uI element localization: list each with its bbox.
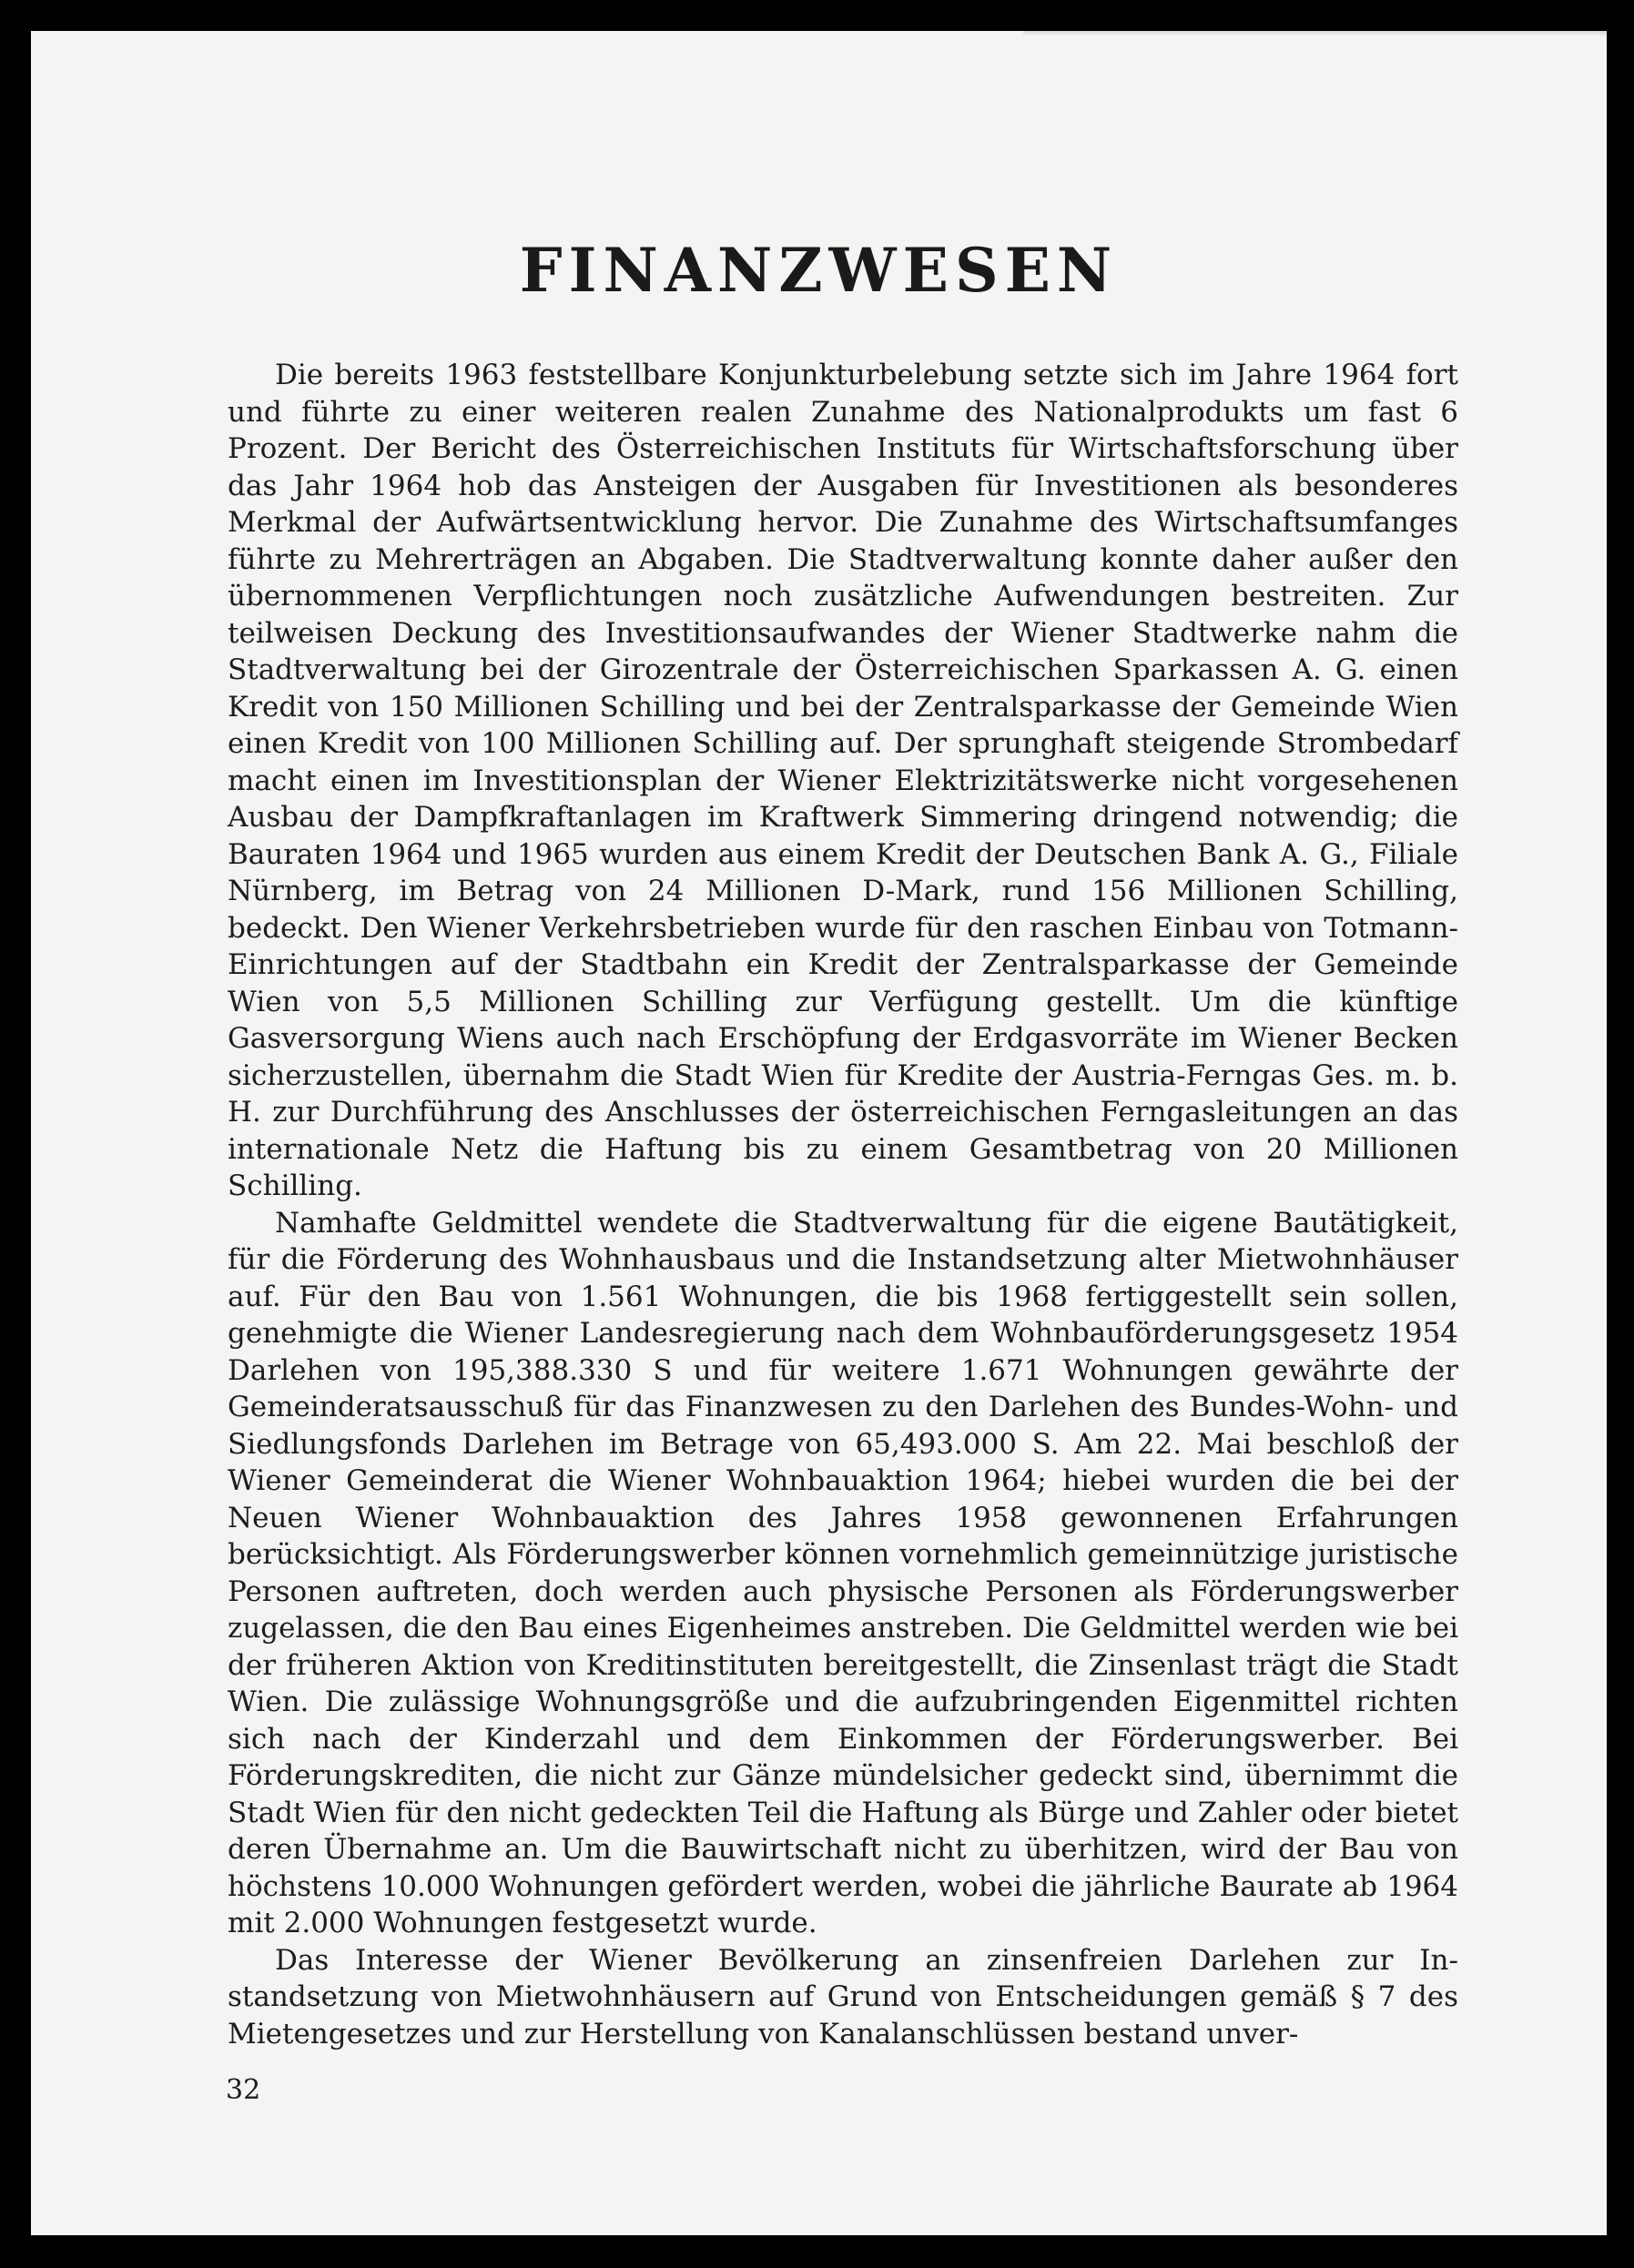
page-number: 32 — [226, 2074, 261, 2106]
paragraph-3: Das Interesse der Wiener Bevölkerung an zinsenfreien Darlehen zur Instandsetzung von Mietwohnhäusern auf Grund von Entscheidungen gemäß § 7 des Mietengesetzes und zur Herstellung von Kanalanschlüssen bestand unver- — [228, 1943, 1458, 2050]
paragraph-1: Die bereits 1963 feststellbare Konjunkturbelebung setzte sich im Jahre 1964 fort und führte zu einer weiteren realen Zunahme des Nationalprodukts um fast 6 Prozent. Der Bericht des Österreichischen Instituts für Wirtschaftsforschung über das Jahr 1964 hob das Ansteigen der Ausgaben für Investitionen als besonderes Merkmal der Aufwärtsentwicklung hervor. Die Zunahme des Wirtschaftsumfanges führte zu Mehrerträgen an Abgaben. Die Stadtverwaltung konnte daher außer den übernommenen Verpflichtungen noch zusätzliche Aufwendungen bestreiten. Zur teilweisen Deckung des Investitionsaufwandes der Wiener Stadtwerke nahm die Stadtverwaltung bei der Girozentrale der Österreichischen Sparkassen A. G. einen Kredit von 150 Millionen Schilling und bei der Zentralsparkasse der Gemeinde Wien einen Kredit von 100 Millionen Schilling auf. Der sprunghaft steigende Strombedarf macht einen im Investitionsplan der Wiener Elektrizitätswerke nicht vorgesehenen Ausbau der Dampfkraftanlagen im Kraftwerk Simmering dringend notwendig; die Bauraten 1964 und 1965 wurden aus einem Kredit der Deutschen Bank A. G., Filiale Nürnberg, im Betrag von 24 Millionen D-Mark, rund 156 Millionen Schilling, bedeckt. Den Wiener Verkehrsbetrieben wurde für den raschen Einbau von Totmann-Einrichtungen auf der Stadtbahn ein Kredit der Zentralsparkasse der Gemeinde Wien von 5,5 Millionen Schilling zur Verfügung gestellt. Um die künftige Gasversorgung Wiens auch nach Erschöpfung der Erdgasvorräte im Wiener Becken sicherzustellen, übernahm die Stadt Wien für Kredite der Austria-Ferngas Ges. m. b. H. zur Durchführung des Anschlusses der österreichischen Ferngasleitungen an das internationale Netz die Haftung bis zu einem Gesamtbetrag von 20 Millionen Schilling. — [228, 359, 1458, 1202]
page-title: FINANZWESEN — [519, 235, 1119, 306]
page-edge-shadow — [1023, 31, 1607, 36]
document-page — [31, 31, 1607, 2235]
body-text — [228, 357, 1458, 2052]
paragraph-2: Namhafte Geldmittel wendete die Stadtverwaltung für die eigene Bautätigkeit, für die Förderung des Wohnhausbaus und die Instandsetzung alter Mietwohnhäuser auf. Für den Bau von 1.561 Wohnungen, die bis 1968 fertiggestellt sein sollen, genehmigte die Wiener Landesregierung nach dem Wohnbauförderungsgesetz 1954 Darlehen von 195,388.330 S und für weitere 1.671 Wohnungen gewährte der Gemeinderatsausschuß für das Finanzwesen zu den Darlehen des Bundes-Wohn- und Siedlungsfonds Darlehen im Betrage von 65,493.000 S. Am 22. Mai beschloß der Wiener Gemeinderat die Wiener Wohnbauaktion 1964; hiebei wurden die bei der Neuen Wiener Wohnbauaktion des Jahres 1958 gewonnenen Erfahrungen berücksichtigt. Als Förderungswerber können vornehmlich gemeinnützige juristische Personen auftreten, doch werden auch physische Personen als Förderungswerber zugelassen, die den Bau eines Eigenheimes anstreben. Die Geldmittel werden wie bei der früheren Aktion von Kreditinstituten bereitgestellt, die Zinsenlast trägt die Stadt Wien. Die zulässige Wohnungsgröße und die aufzubringenden Eigenmittel richten sich nach der Kinderzahl und dem Einkommen der Förderungswerber. Bei Förderungskrediten, die nicht zur Gänze mündelsicher gedeckt sind, übernimmt die Stadt Wien für den nicht gedeckten Teil die Haftung als Bürge und Zahler oder bietet deren Übernahme an. Um die Bauwirtschaft nicht zu überhitzen, wird der Bau von höchstens 10.000 Wohnungen gefördert werden, wobei die jährliche Baurate ab 1964 mit 2.000 Wohnungen festgesetzt wurde. — [228, 1206, 1458, 1939]
